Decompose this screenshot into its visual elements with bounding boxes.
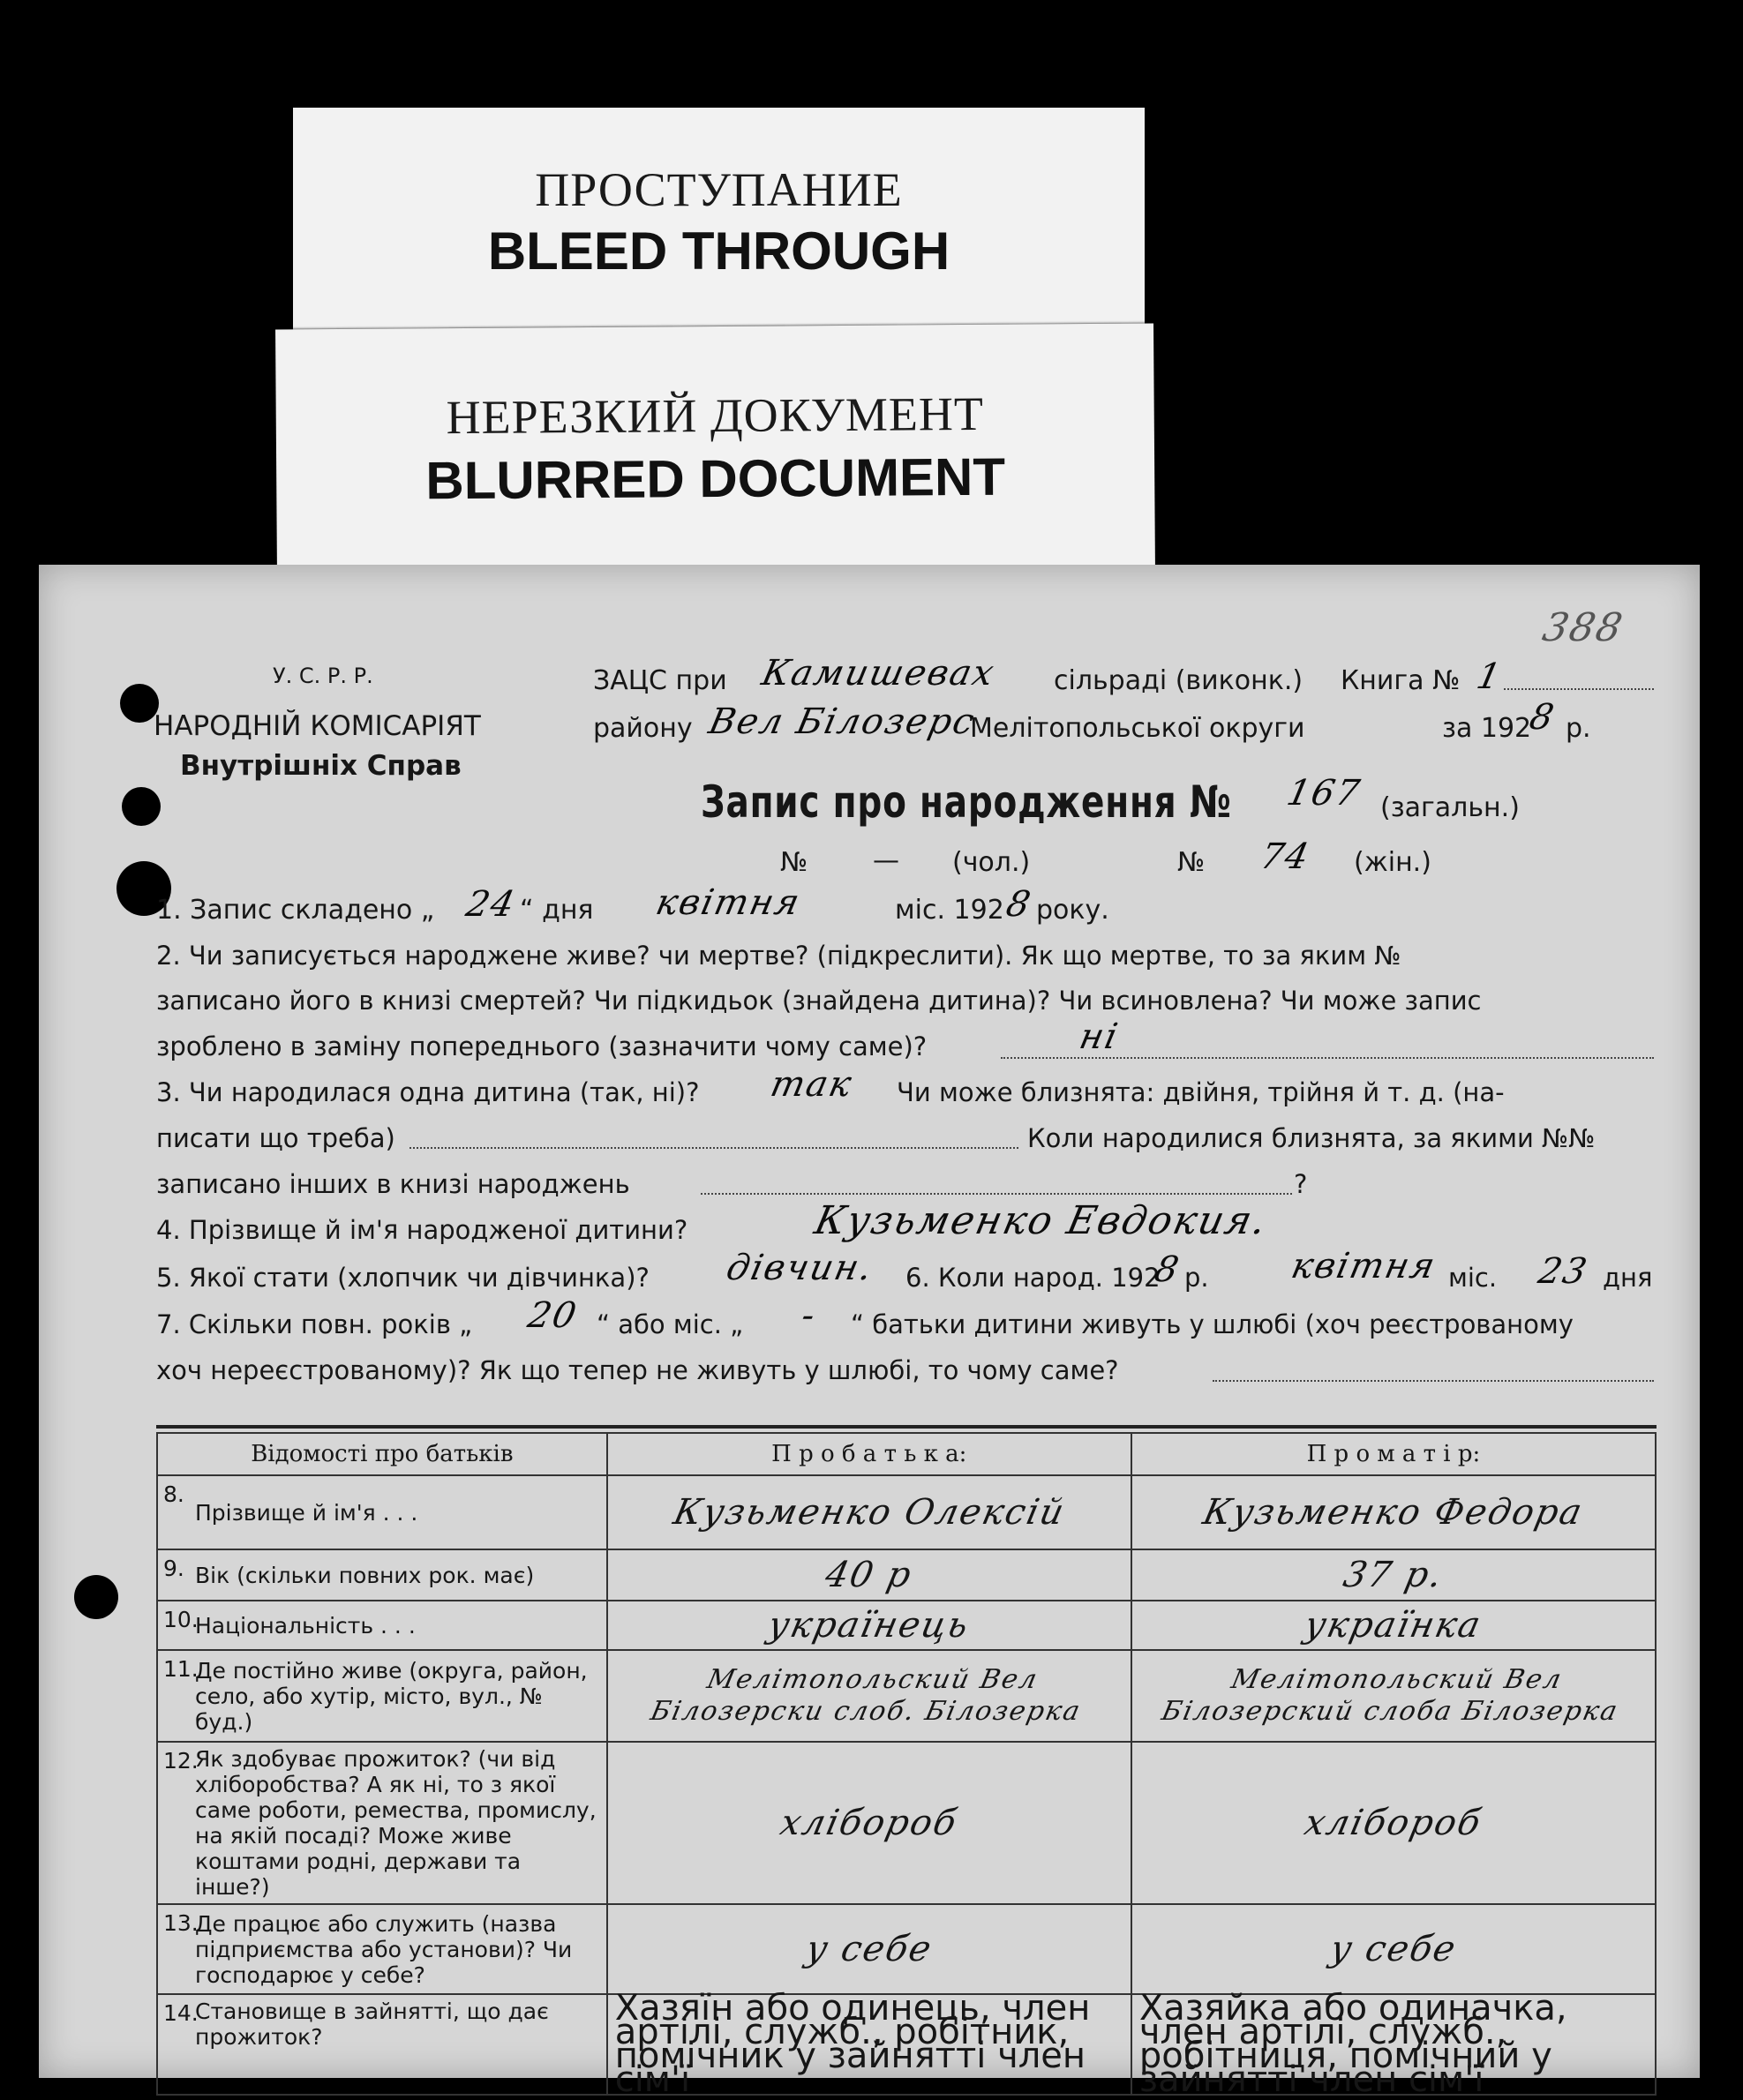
father-value: хлібороб — [777, 1803, 962, 1843]
q1-day: 24 — [462, 884, 520, 925]
row-number: 9. — [163, 1556, 184, 1581]
q6-day: 23 — [1535, 1251, 1592, 1292]
mother-value: хлібороб — [1301, 1803, 1486, 1843]
commissariat: НАРОДНІЙ КОМІСАРІЯТ — [154, 710, 481, 742]
mother-value: Хазяйка або одиначка, член артілі, служб., робітниця, помічний у зайнятті член сім'ї — [1138, 1988, 1567, 2100]
mother-value: 37 р. — [1340, 1555, 1447, 1595]
record-title: Запис про народження № — [701, 776, 1232, 828]
male-suffix: (чол.) — [952, 847, 1031, 878]
q6-month: квітня — [1288, 1246, 1440, 1286]
q4-child-name: Кузьменко Евдокия. — [810, 1198, 1273, 1243]
q7-text-c: “ батьки дитини живуть у шлюбі (хоч реєстрованому — [851, 1309, 1574, 1339]
q7-text-a: 7. Скільки повн. років „ — [156, 1309, 473, 1339]
book-label: Книга № — [1341, 665, 1461, 696]
row-number: 14. — [163, 2000, 199, 2026]
table-row — [157, 1475, 1656, 1549]
year-suffix: р. — [1566, 713, 1591, 744]
row-label: Де постійно живе (округа, район, село, або хутір, місто, вул., № буд.) — [195, 1657, 588, 1735]
male-number: — — [873, 845, 899, 876]
male-prefix: № — [780, 847, 808, 878]
row-number: 13. — [163, 1910, 199, 1936]
q3-text-a: 3. Чи народилася одна дитина (так, ні)? — [156, 1077, 700, 1107]
father-value: у себе — [801, 1929, 936, 1969]
year-digit: 8 — [1526, 697, 1559, 738]
table-row — [157, 1549, 1656, 1601]
row-label: Де працює або служить (назва підприємства або установи)? Чи господарює у себе? — [195, 1910, 573, 1988]
village-name: Камишевах — [758, 653, 999, 694]
q2-line2: записано його в книзі смертей? Чи підкидьок (знайдена дитина)? Чи всиновлена? Чи може запис — [156, 986, 1482, 1016]
q3-line3: записано інших в книзі народжень — [156, 1169, 630, 1199]
q1-text-d: року. — [1036, 895, 1109, 926]
okrug: Мелітопольської округи — [970, 713, 1305, 744]
table-header-row — [157, 1433, 1656, 1475]
q6-text-d: дня — [1603, 1263, 1653, 1293]
blur-label-en: BLURRED DOCUMENT — [425, 446, 1006, 511]
district-prefix: району — [593, 713, 693, 744]
punch-hole — [74, 1575, 118, 1619]
q6-text-a: 6. Коли народ. 192 — [905, 1263, 1161, 1293]
header-mother: П р о м а т і р: — [1131, 1433, 1656, 1475]
father-value: українець — [764, 1605, 974, 1646]
zags-prefix: ЗАЦС при — [593, 665, 727, 696]
q3-line2a: писати що треба) — [156, 1123, 395, 1153]
father-value: Кузьменко Олексій — [669, 1492, 1069, 1533]
father-value: Мелітопольский Вел Білозерски слоб. Білозерка — [647, 1664, 1085, 1727]
q4-text: 4. Прізвище й ім'я народженої дитини? — [156, 1215, 688, 1245]
q1-text-c: міс. 192 — [895, 895, 1004, 926]
dotted-line — [1001, 1057, 1654, 1059]
header-info: Відомості про батьків — [157, 1433, 607, 1475]
total-suffix: (загальн.) — [1380, 792, 1520, 823]
dotted-line — [1504, 688, 1654, 690]
q3-line3-q: ? — [1294, 1169, 1308, 1199]
parents-table — [156, 1432, 1657, 2100]
row-label: Прізвище й ім'я . . . — [195, 1499, 418, 1526]
mother-value: у себе — [1326, 1929, 1461, 1969]
q7-text-b: “ або міс. „ — [597, 1309, 744, 1339]
table-row — [157, 1904, 1656, 1994]
row-number: 10. — [163, 1607, 199, 1632]
row-number: 12. — [163, 1748, 199, 1774]
row-label: Як здобуває прожиток? (чи від хліборобства? А як ні, то з якої саме роботи, ремества, промислу, на якій посаді? Може живе коштами родні, держави та інше?) — [195, 1746, 597, 1900]
table-row — [157, 1601, 1656, 1650]
q7-line2: хоч нереєстрованому)? Як що тепер не живуть у шлюбі, то чому саме? — [156, 1355, 1119, 1385]
q3-text-b: Чи може близнята: двійня, трійня й т. д. (на- — [897, 1077, 1505, 1107]
book-number: 1 — [1473, 656, 1506, 697]
female-number: 74 — [1257, 836, 1314, 877]
blur-label-ru: НЕРЕЗКИЙ ДОКУМЕНТ — [446, 386, 985, 445]
bleed-label-en: BLEED THROUGH — [487, 221, 950, 281]
header-father: П р о б а т ь к а: — [607, 1433, 1131, 1475]
department: Внутрішніх Справ — [180, 750, 462, 782]
ussr-abbrev: У. С. Р. Р. — [273, 664, 373, 688]
q5-text: 5. Якої стати (хлопчик чи дівчинка)? — [156, 1263, 650, 1293]
row-number: 8. — [163, 1481, 184, 1507]
birth-record-form — [39, 565, 1700, 2100]
female-suffix: (жін.) — [1354, 847, 1431, 878]
q3-line2b: Коли народилися близнята, за якими №№ — [1027, 1123, 1596, 1153]
bleed-label-ru: ПРОСТУПАНИЕ — [535, 163, 903, 216]
council-suffix: сільраді (виконк.) — [1054, 665, 1303, 696]
table-row — [157, 1650, 1656, 1742]
father-value: 40 р — [822, 1555, 917, 1595]
q5-answer: дівчин. — [723, 1248, 878, 1288]
q6-text-b: р. — [1184, 1263, 1209, 1293]
table-row — [157, 1994, 1656, 2095]
q1-text-a: 1. Запис складено „ — [156, 895, 435, 926]
q2-line1: 2. Чи записується народжене живе? чи мертве? (підкреслити). Як що мертве, то за яким № — [156, 941, 1401, 971]
row-label: Національність . . . — [195, 1612, 416, 1639]
table-top-rule — [156, 1425, 1657, 1429]
row-label: Становище в зайнятті, що дає прожиток? — [195, 1999, 549, 2050]
mother-value: українка — [1301, 1605, 1486, 1646]
year-prefix: за 192 — [1442, 713, 1532, 744]
q7-years: 20 — [524, 1295, 582, 1336]
row-number: 11. — [163, 1656, 199, 1682]
q1-month: квітня — [652, 882, 805, 923]
punch-hole — [122, 787, 161, 826]
dotted-line — [701, 1193, 1292, 1195]
q2-line3: зроблено в заміну попереднього (зазначити чому саме)? — [156, 1031, 928, 1061]
q3-answer: так — [767, 1064, 857, 1105]
blurred-document-label — [275, 324, 1155, 577]
table-row — [157, 1742, 1656, 1904]
q6-year: 8 — [1151, 1249, 1184, 1290]
district-name: Вел Білозерс — [705, 701, 980, 742]
female-prefix: № — [1177, 847, 1206, 878]
q6-text-c: міс. — [1448, 1263, 1498, 1293]
page-number: 388 — [1538, 605, 1628, 650]
mother-value: Мелітопольский Вел Білозерский слоба Білозерка — [1159, 1664, 1622, 1727]
total-number: 167 — [1283, 773, 1365, 814]
q1-text-b: “ дня — [520, 895, 594, 926]
dotted-line — [409, 1147, 1018, 1149]
father-value: Хазяїн або одинець, член артілі, служб., робітник, помічник у зайнятті член сім'ї — [614, 1988, 1091, 2100]
row-label: Вік (скільки повних рок. має) — [195, 1562, 535, 1588]
q2-answer: ні — [1076, 1016, 1123, 1057]
q1-year: 8 — [1003, 884, 1036, 925]
mother-value: Кузьменко Федора — [1199, 1492, 1588, 1533]
q7-months: - — [798, 1295, 821, 1336]
dotted-line — [1213, 1380, 1654, 1382]
